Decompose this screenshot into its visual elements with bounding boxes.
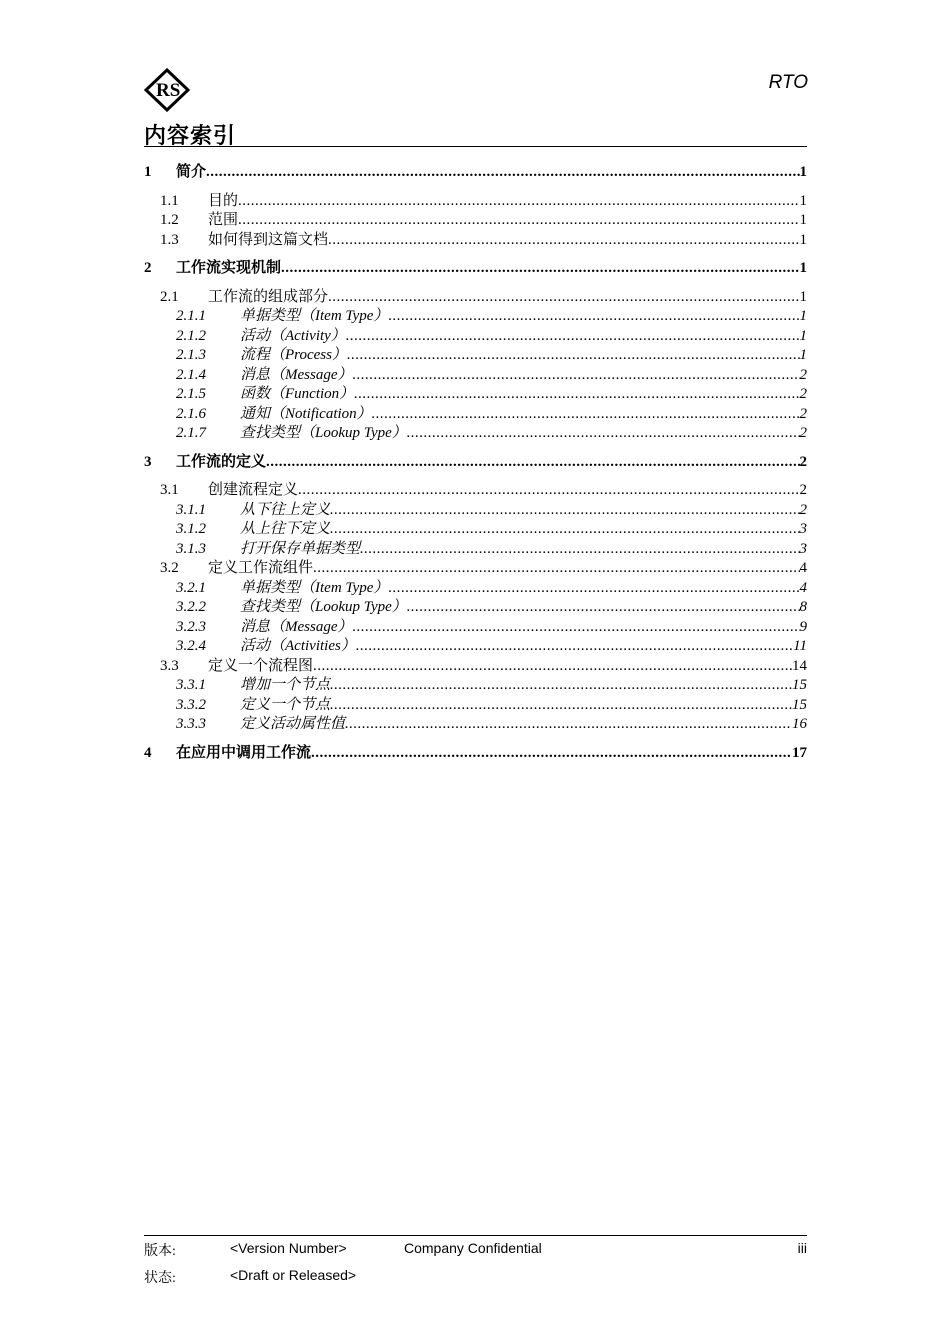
toc-entry-number: 2.1.1	[176, 308, 206, 324]
toc-entry-number: 2.1.2	[176, 327, 206, 344]
toc-entry[interactable]	[144, 637, 807, 657]
version-label: 版本:	[144, 1244, 176, 1259]
toc-entry-title: 简介	[176, 164, 207, 180]
toc-entry[interactable]	[144, 366, 807, 386]
toc-entry-page: 1	[799, 231, 807, 248]
toc-entry-number: 3.3.1	[176, 677, 206, 693]
toc-entry-number: 2.1.7	[176, 425, 206, 441]
toc-entry-page: 15	[792, 696, 807, 713]
toc-dot-leader	[330, 501, 799, 521]
toc-entry-page: 1	[799, 192, 807, 209]
document-code: RTO	[768, 72, 808, 93]
toc-entry-page: 8	[799, 599, 807, 615]
toc-entry-page: 1	[799, 327, 807, 344]
toc-dot-leader	[313, 657, 792, 677]
toc-entry[interactable]	[144, 231, 807, 251]
toc-entry-number: 2.1.4	[176, 366, 206, 383]
toc-entry-number: 3.1.3	[176, 540, 206, 557]
toc-entry-title: 从下往上定义	[240, 501, 331, 518]
toc-entry-page: 2	[799, 386, 807, 402]
status-label: 状态:	[144, 1271, 176, 1286]
toc-entry-title: 目的	[208, 192, 239, 209]
toc-dot-leader	[356, 637, 793, 657]
toc-entry-number: 3.1.2	[176, 521, 206, 537]
toc-entry-page: 2	[799, 405, 807, 422]
toc-entry-page: 2	[799, 425, 807, 441]
toc-entry[interactable]	[144, 715, 807, 735]
toc-dot-leader	[330, 696, 792, 716]
toc-dot-leader	[311, 744, 792, 764]
toc-dot-leader	[330, 676, 792, 696]
toc-entry[interactable]	[144, 618, 807, 638]
toc-entry-number: 3.1	[160, 482, 179, 498]
toc-entry-page: 1	[799, 164, 807, 180]
toc-entry-page: 3	[799, 540, 807, 557]
toc-entry-number: 1.1	[160, 192, 179, 209]
toc-entry[interactable]	[144, 288, 807, 308]
toc-entry-number: 2.1	[160, 288, 179, 305]
toc-entry-number: 2.1.5	[176, 386, 206, 402]
toc-dot-leader	[388, 307, 799, 327]
toc-entry-title: 工作流实现机制	[176, 260, 282, 276]
toc-entry[interactable]	[144, 559, 807, 579]
toc-entry[interactable]	[144, 501, 807, 521]
toc-entry[interactable]	[144, 579, 807, 599]
toc-dot-leader	[328, 288, 799, 308]
toc-entry-title: 消息（Message）	[240, 618, 353, 635]
toc-entry[interactable]	[144, 163, 807, 183]
toc-entry-page: 2	[799, 366, 807, 383]
toc-dot-leader	[388, 579, 799, 599]
rs-logo-icon	[143, 68, 191, 112]
toc-entry-title: 增加一个节点	[240, 677, 331, 693]
toc-entry[interactable]	[144, 192, 807, 212]
page-title: 内容索引	[144, 124, 237, 149]
toc-entry-page: 9	[799, 618, 807, 635]
toc-entry[interactable]	[144, 405, 807, 425]
toc-entry-number: 3.1.1	[176, 501, 206, 518]
toc-entry-number: 3.3.2	[176, 696, 206, 713]
toc-dot-leader	[353, 618, 800, 638]
toc-dot-leader	[313, 559, 799, 579]
toc-entry[interactable]	[144, 744, 807, 764]
toc-entry-page: 11	[793, 638, 807, 654]
toc-entry[interactable]	[144, 481, 807, 501]
toc-dot-leader	[360, 540, 799, 560]
toc-entry-number: 2.1.6	[176, 405, 206, 422]
toc-entry-page: 17	[792, 744, 807, 761]
toc-entry-page: 14	[792, 657, 807, 674]
toc-entry-title: 工作流的定义	[176, 453, 267, 470]
toc-entry[interactable]	[144, 327, 807, 347]
toc-dot-leader	[353, 366, 800, 386]
toc-entry-number: 3.2.1	[176, 579, 206, 596]
toc-dot-leader	[330, 520, 799, 540]
toc-entry[interactable]	[144, 211, 807, 231]
toc-dot-leader	[238, 211, 799, 231]
toc-dot-leader	[347, 346, 800, 366]
toc-entry-page: 3	[799, 521, 807, 537]
toc-entry-page: 2	[799, 453, 807, 470]
toc-entry-page: 1	[799, 260, 807, 276]
toc-entry-number: 3.2.2	[176, 599, 206, 615]
toc-entry-title: 在应用中调用工作流	[176, 744, 312, 761]
toc-entry-page: 4	[799, 560, 807, 576]
toc-entry-title: 查找类型（Lookup Type）	[240, 599, 407, 615]
toc-dot-leader	[266, 453, 799, 473]
status-value: <Draft or Released>	[230, 1267, 357, 1283]
toc-entry-page: 4	[799, 579, 807, 596]
toc-entry-title: 如何得到这篇文档	[208, 231, 329, 248]
toc-entry-title: 函数（Function）	[240, 386, 355, 402]
title-divider	[144, 146, 807, 147]
toc-entry-title: 活动（Activities）	[240, 638, 356, 654]
toc-dot-leader	[346, 327, 800, 347]
toc-dot-leader	[354, 385, 799, 405]
toc-entry-page: 2	[799, 501, 807, 518]
toc-entry-number: 1	[144, 164, 152, 180]
toc-entry[interactable]	[144, 307, 807, 327]
confidential-label: Company Confidential	[404, 1240, 542, 1256]
version-value: <Version Number>	[230, 1240, 347, 1256]
toc-entry-title: 查找类型（Lookup Type）	[240, 425, 407, 441]
toc-entry-number: 3.3.3	[176, 716, 206, 732]
toc-entry-title: 定义工作流组件	[208, 560, 314, 576]
toc-entry-title: 范围	[208, 212, 239, 228]
toc-entry-title: 从上往下定义	[240, 521, 331, 537]
toc-entry-number: 1.2	[160, 212, 179, 228]
toc-entry-title: 单据类型（Item Type）	[240, 579, 389, 596]
footer-divider	[144, 1235, 807, 1236]
toc-entry-number: 3.2.4	[176, 638, 206, 654]
toc-entry-number: 1.3	[160, 231, 179, 248]
toc-entry-number: 2	[144, 260, 152, 276]
toc-dot-leader	[345, 715, 792, 735]
toc-entry-title: 单据类型（Item Type）	[240, 308, 389, 324]
toc-entry-title: 定义活动属性值	[240, 716, 346, 732]
toc-entry-number: 3.2.3	[176, 618, 206, 635]
toc-entry-number: 3.3	[160, 657, 179, 674]
toc-entry[interactable]	[144, 657, 807, 677]
toc-entry[interactable]	[144, 259, 807, 279]
toc-entry[interactable]	[144, 598, 807, 618]
toc-entry-number: 4	[144, 744, 152, 761]
logo-text: RS	[156, 80, 181, 101]
toc-entry-number: 2.1.3	[176, 347, 206, 363]
toc-entry-page: 16	[792, 716, 807, 732]
toc-entry-page: 15	[792, 677, 807, 693]
toc-entry-number: 3	[144, 453, 152, 470]
toc-entry[interactable]	[144, 676, 807, 696]
toc-entry-title: 通知（Notification）	[240, 405, 372, 422]
toc-dot-leader	[238, 192, 799, 212]
toc-dot-leader	[372, 405, 800, 425]
toc-dot-leader	[206, 163, 799, 183]
toc-entry-page: 2	[799, 482, 807, 498]
toc-entry-number: 3.2	[160, 560, 179, 576]
toc-entry-title: 活动（Activity）	[240, 327, 346, 344]
toc-entry-title: 消息（Message）	[240, 366, 353, 383]
toc-entry[interactable]	[144, 696, 807, 716]
toc-entry-title: 定义一个流程图	[208, 657, 314, 674]
toc-entry-title: 创建流程定义	[208, 482, 299, 498]
toc-entry[interactable]	[144, 346, 807, 366]
table-of-contents	[144, 160, 807, 772]
toc-entry[interactable]	[144, 453, 807, 473]
toc-dot-leader	[281, 259, 799, 279]
toc-entry-page: 1	[799, 308, 807, 324]
toc-entry-title: 流程（Process）	[240, 347, 347, 363]
page-number: iii	[797, 1240, 807, 1256]
toc-entry[interactable]	[144, 385, 807, 405]
toc-entry-title: 定义一个节点	[240, 696, 331, 713]
toc-entry[interactable]	[144, 540, 807, 560]
toc-entry[interactable]	[144, 520, 807, 540]
toc-dot-leader	[328, 231, 799, 251]
toc-entry[interactable]	[144, 424, 807, 444]
toc-entry-title: 工作流的组成部分	[208, 288, 329, 305]
toc-dot-leader	[298, 481, 799, 501]
toc-entry-page: 1	[799, 347, 807, 363]
toc-entry-page: 1	[799, 288, 807, 305]
toc-dot-leader	[407, 424, 800, 444]
toc-entry-title: 打开保存单据类型	[240, 540, 361, 557]
toc-dot-leader	[407, 598, 800, 618]
toc-entry-page: 1	[799, 212, 807, 228]
